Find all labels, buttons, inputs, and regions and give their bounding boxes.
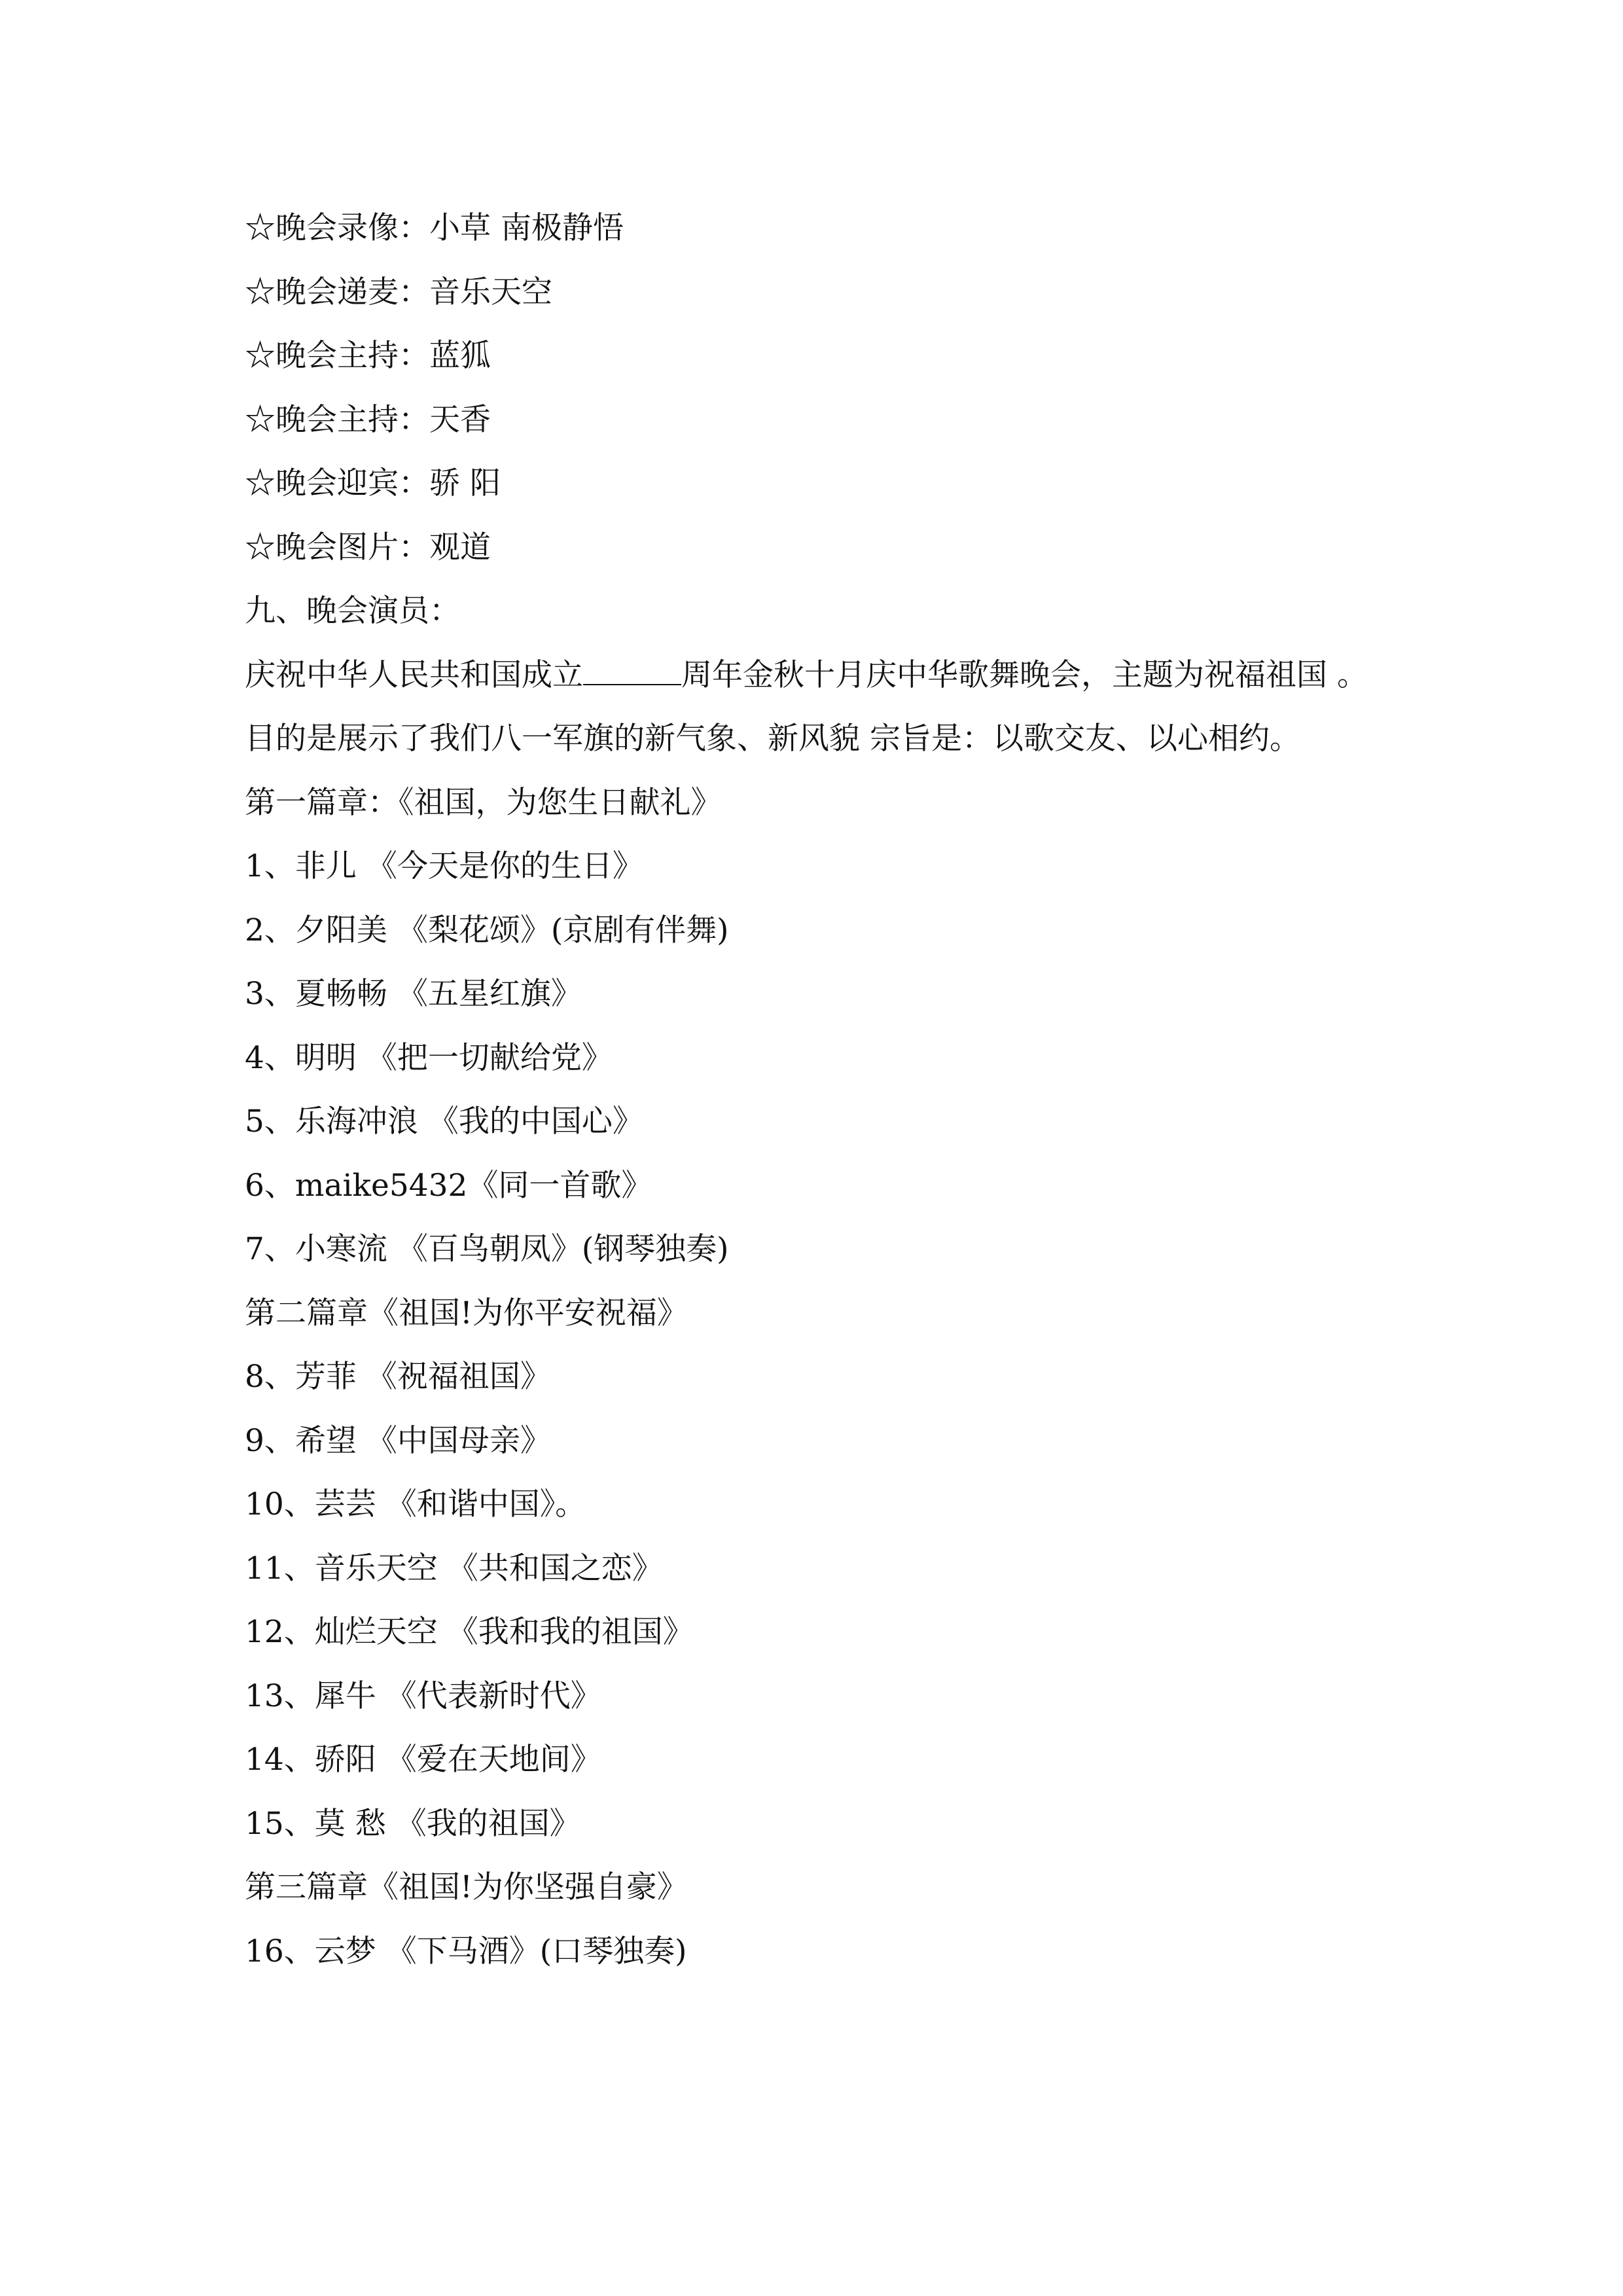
intro-text-end: 周年金秋十月庆中华歌舞晚会，主题为祝福祖国 。: [681, 656, 1368, 693]
program-item: 16、云梦 《下马酒》(口琴独奏): [245, 1933, 687, 1969]
intro-paragraph: [245, 643, 1390, 708]
program-item: 7、小寒流 《百鸟朝凤》(钢琴独奏): [245, 1231, 729, 1267]
program-item: 9、希望 《中国母亲》: [245, 1422, 551, 1459]
program-item: 11、音乐天空 《共和国之恋》: [245, 1550, 663, 1587]
credit-line: ☆晚会主持：蓝狐: [245, 338, 491, 374]
program-item: 6、maike5432《同一首歌》: [245, 1167, 652, 1204]
blank-underline: [583, 658, 681, 685]
intro-text-start: 庆祝中华人民共和国成立: [245, 656, 583, 693]
purpose-paragraph: 目的是展示了我们八一军旗的新气象、新风貌 宗旨是：以歌交友、以心相约。: [245, 721, 1300, 757]
document-body: [245, 196, 1390, 1983]
credit-line: ☆晚会图片：观道: [245, 529, 491, 565]
program-item: 3、夏畅畅 《五星红旗》: [245, 976, 582, 1012]
credit-line: ☆晚会主持：天香: [245, 401, 491, 438]
program-item: 14、骄阳 《爱在天地间》: [245, 1742, 601, 1778]
program-item: 2、夕阳美 《梨花颂》(京剧有伴舞): [245, 912, 729, 948]
chapter-title: 第一篇章：《祖国，为您生日献礼》: [245, 784, 722, 821]
program-item: 12、灿烂天空 《我和我的祖国》: [245, 1614, 694, 1650]
program-item: 10、芸芸 《和谐中国》。: [245, 1486, 586, 1522]
program-item: 13、犀牛 《代表新时代》: [245, 1677, 601, 1714]
chapter-title: 第二篇章《祖国!为你平安祝福》: [245, 1295, 688, 1331]
credit-line: ☆晚会递麦：音乐天空: [245, 274, 552, 310]
credit-line: ☆晚会迎宾：骄 阳: [245, 465, 501, 501]
program-item: 8、芳菲 《祝福祖国》: [245, 1359, 551, 1395]
program-item: 4、明明 《把一切献给党》: [245, 1039, 613, 1076]
program-item: 5、乐海冲浪 《我的中国心》: [245, 1103, 643, 1139]
section-heading: 九、晚会演员：: [245, 593, 460, 629]
chapter-title: 第三篇章《祖国!为你坚强自豪》: [245, 1869, 688, 1905]
credit-line: ☆晚会录像：小草 南极静悟: [245, 210, 624, 246]
program-item: 15、莫 愁 《我的祖国》: [245, 1805, 580, 1842]
program-item: 1、非儿 《今天是你的生日》: [245, 848, 643, 884]
